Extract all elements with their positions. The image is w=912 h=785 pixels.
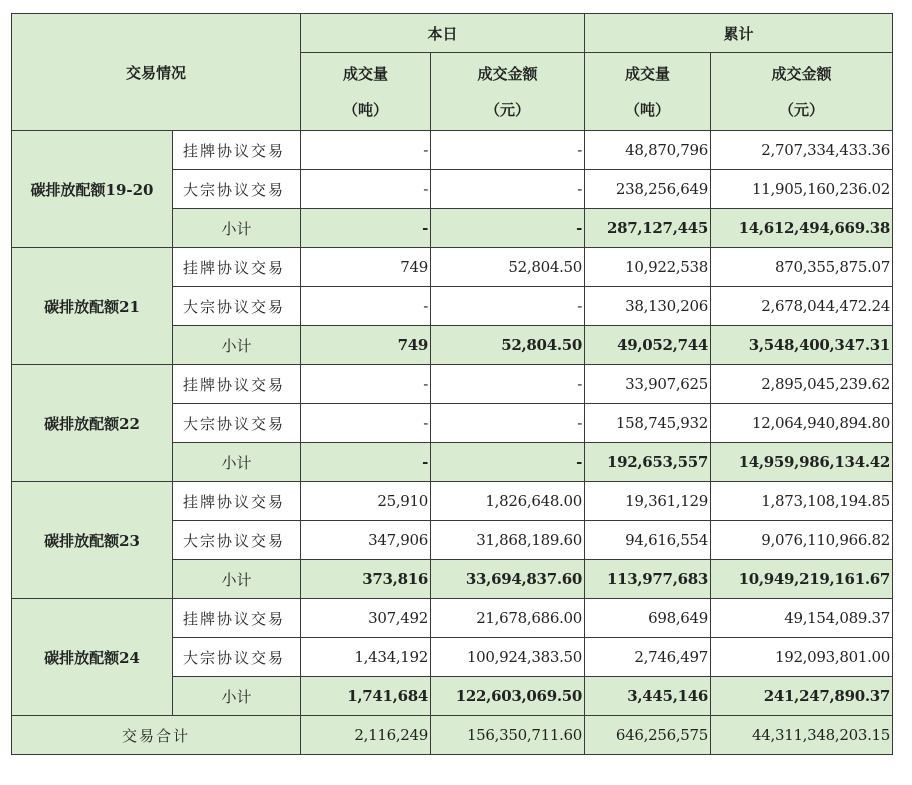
cum-amount: 11,905,160,236.02 [711, 170, 893, 209]
today-amount: - [431, 131, 585, 170]
row-type: 挂牌协议交易 [173, 365, 301, 404]
cum-volume: 48,870,796 [585, 131, 711, 170]
cum-amount: 192,093,801.00 [711, 638, 893, 677]
row-type: 挂牌协议交易 [173, 482, 301, 521]
cum-amount: 12,064,940,894.80 [711, 404, 893, 443]
group-name: 碳排放配额24 [12, 599, 173, 716]
group-name: 碳排放配额19-20 [12, 131, 173, 248]
row-type: 挂牌协议交易 [173, 131, 301, 170]
cum-amount: 14,612,494,669.38 [711, 209, 893, 248]
today-volume: - [301, 287, 431, 326]
cum-volume: 238,256,649 [585, 170, 711, 209]
header-cumulative: 累计 [585, 14, 893, 53]
row-type: 小计 [173, 326, 301, 365]
row-type: 小计 [173, 209, 301, 248]
cum-amount: 14,959,986,134.42 [711, 443, 893, 482]
today-volume: - [301, 170, 431, 209]
header-today-volume: 成交量 （吨） [301, 53, 431, 131]
cum-amount: 2,895,045,239.62 [711, 365, 893, 404]
today-volume: - [301, 131, 431, 170]
row-type: 小计 [173, 560, 301, 599]
cum-volume: 3,445,146 [585, 677, 711, 716]
today-amount: 52,804.50 [431, 326, 585, 365]
cum-volume: 192,653,557 [585, 443, 711, 482]
header-cum-amount: 成交金额 （元） [711, 53, 893, 131]
total-today-volume: 2,116,249 [301, 716, 431, 755]
today-volume: - [301, 209, 431, 248]
cum-volume: 113,977,683 [585, 560, 711, 599]
group-name: 碳排放配额21 [12, 248, 173, 365]
today-volume: 307,492 [301, 599, 431, 638]
today-amount: 122,603,069.50 [431, 677, 585, 716]
cum-volume: 698,649 [585, 599, 711, 638]
cum-volume: 10,922,538 [585, 248, 711, 287]
trading-summary-table [11, 13, 893, 755]
today-amount: - [431, 209, 585, 248]
row-type: 挂牌协议交易 [173, 248, 301, 287]
today-amount: - [431, 443, 585, 482]
row-type: 挂牌协议交易 [173, 599, 301, 638]
today-volume: 1,434,192 [301, 638, 431, 677]
table-row [12, 131, 893, 170]
today-amount: 1,826,648.00 [431, 482, 585, 521]
today-volume: 373,816 [301, 560, 431, 599]
total-row [12, 716, 893, 755]
cum-volume: 33,907,625 [585, 365, 711, 404]
row-type: 小计 [173, 443, 301, 482]
today-volume: 749 [301, 248, 431, 287]
cum-amount: 2,678,044,472.24 [711, 287, 893, 326]
cum-amount: 10,949,219,161.67 [711, 560, 893, 599]
today-amount: - [431, 287, 585, 326]
cum-amount: 2,707,334,433.36 [711, 131, 893, 170]
table-row [12, 482, 893, 521]
table-body [12, 131, 893, 716]
today-amount: 52,804.50 [431, 248, 585, 287]
group-name: 碳排放配额23 [12, 482, 173, 599]
cum-amount: 49,154,089.37 [711, 599, 893, 638]
today-amount: - [431, 170, 585, 209]
row-type: 大宗协议交易 [173, 170, 301, 209]
cum-volume: 287,127,445 [585, 209, 711, 248]
header-today: 本日 [301, 14, 585, 53]
cum-amount: 9,076,110,966.82 [711, 521, 893, 560]
cum-volume: 49,052,744 [585, 326, 711, 365]
today-volume: 1,741,684 [301, 677, 431, 716]
row-type: 大宗协议交易 [173, 521, 301, 560]
header-cum-volume: 成交量 （吨） [585, 53, 711, 131]
today-amount: 31,868,189.60 [431, 521, 585, 560]
today-volume: 749 [301, 326, 431, 365]
cum-amount: 3,548,400,347.31 [711, 326, 893, 365]
row-type: 小计 [173, 677, 301, 716]
row-type: 大宗协议交易 [173, 404, 301, 443]
cum-volume: 158,745,932 [585, 404, 711, 443]
cum-volume: 94,616,554 [585, 521, 711, 560]
cum-volume: 19,361,129 [585, 482, 711, 521]
today-volume: - [301, 443, 431, 482]
cum-volume: 38,130,206 [585, 287, 711, 326]
today-amount: 33,694,837.60 [431, 560, 585, 599]
cum-amount: 241,247,890.37 [711, 677, 893, 716]
total-today-amount: 156,350,711.60 [431, 716, 585, 755]
row-type: 大宗协议交易 [173, 638, 301, 677]
group-name: 碳排放配额22 [12, 365, 173, 482]
row-type: 大宗协议交易 [173, 287, 301, 326]
today-amount: 100,924,383.50 [431, 638, 585, 677]
table-row [12, 248, 893, 287]
total-cum-volume: 646,256,575 [585, 716, 711, 755]
header-today-amount: 成交金额 （元） [431, 53, 585, 131]
cum-amount: 870,355,875.07 [711, 248, 893, 287]
table-row [12, 599, 893, 638]
table-row [12, 365, 893, 404]
cum-volume: 2,746,497 [585, 638, 711, 677]
cum-amount: 1,873,108,194.85 [711, 482, 893, 521]
today-volume: 347,906 [301, 521, 431, 560]
today-volume: 25,910 [301, 482, 431, 521]
total-cum-amount: 44,311,348,203.15 [711, 716, 893, 755]
today-amount: 21,678,686.00 [431, 599, 585, 638]
header-trade-info: 交易情况 [12, 14, 301, 131]
today-amount: - [431, 365, 585, 404]
today-volume: - [301, 404, 431, 443]
total-label: 交易合计 [12, 716, 301, 755]
today-amount: - [431, 404, 585, 443]
today-volume: - [301, 365, 431, 404]
